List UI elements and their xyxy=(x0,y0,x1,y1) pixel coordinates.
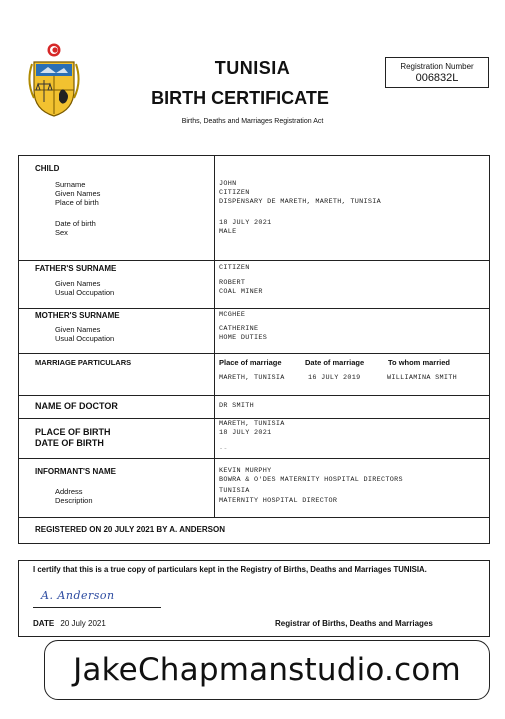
registration-number-label: Registration Number xyxy=(400,62,474,71)
date-of-birth-heading: DATE OF BIRTH xyxy=(35,438,104,448)
birth-record-form xyxy=(18,155,490,544)
mother-occupation-label: Usual Occupation xyxy=(55,334,115,343)
child-sex-value: MALE xyxy=(219,228,237,236)
father-given-names-value: ROBERT xyxy=(219,279,246,287)
child-given-names-value: CITIZEN xyxy=(219,189,250,197)
certification-date-value: 20 July 2021 xyxy=(60,619,106,628)
informant-name-value: KEVIN MURPHY xyxy=(219,467,272,475)
row-divider xyxy=(19,260,489,261)
row-divider xyxy=(19,418,489,419)
informant-org-value: BOWRA & O'DES MATERNITY HOSPITAL DIRECTORS xyxy=(219,476,403,484)
row-divider xyxy=(19,308,489,309)
marriage-particulars-heading: MARRIAGE PARTICULARS xyxy=(35,358,132,367)
mother-surname-heading: MOTHER'S SURNAME xyxy=(35,311,120,320)
child-surname-label: Surname xyxy=(55,180,86,189)
doctor-heading: NAME OF DOCTOR xyxy=(35,401,118,411)
place-of-birth-value: MARETH, TUNISIA xyxy=(219,420,285,428)
registration-number-value: 006832L xyxy=(415,72,459,84)
watermark-banner: JakeChapmanstudio.com xyxy=(44,640,490,700)
registered-statement: REGISTERED ON 20 JULY 2021 BY A. ANDERSON xyxy=(35,525,225,534)
mother-occupation-value: HOME DUTIES xyxy=(219,334,268,342)
informant-heading: INFORMANT'S NAME xyxy=(35,467,117,476)
act-subtitle: Births, Deaths and Marriages Registration Act xyxy=(181,118,324,125)
child-place-of-birth-value: DISPENSARY DE MARETH, MARETH, TUNISIA xyxy=(219,198,382,206)
document-title: BIRTH CERTIFICATE xyxy=(151,88,329,108)
child-date-of-birth-value: 18 JULY 2021 xyxy=(219,219,272,227)
column-divider xyxy=(214,156,215,517)
row-divider xyxy=(19,353,489,354)
to-whom-married-value: WILLIAMINA SMITH xyxy=(387,374,458,382)
registration-number-box xyxy=(385,57,489,88)
mother-given-names-value: CATHERINE xyxy=(219,325,259,333)
certification-statement: I certify that this is a true copy of particulars kept in the Registry of Births, Deaths and Marriages TUNISIA. xyxy=(33,565,427,574)
row-divider xyxy=(19,458,489,459)
doctor-value: DR SMITH xyxy=(219,402,255,410)
child-date-of-birth-label: Date of birth xyxy=(55,219,96,228)
child-heading: CHILD xyxy=(35,164,60,173)
father-surname-value: CITIZEN xyxy=(219,264,250,272)
row-divider xyxy=(19,395,489,396)
child-surname-value: JOHN xyxy=(219,180,237,188)
place-of-marriage-value: MARETH, TUNISIA xyxy=(219,374,285,382)
place-of-birth-heading: PLACE OF BIRTH xyxy=(35,427,111,437)
father-surname-heading: FATHER'S SURNAME xyxy=(35,264,117,273)
row-divider xyxy=(19,517,489,518)
registrar-title: Registrar of Births, Deaths and Marriages xyxy=(275,619,433,628)
child-given-names-label: Given Names xyxy=(55,189,101,198)
certification-date xyxy=(33,619,106,628)
father-given-names-label: Given Names xyxy=(55,279,101,288)
father-occupation-label: Usual Occupation xyxy=(55,288,115,297)
child-place-of-birth-label: Place of birth xyxy=(55,198,99,207)
informant-description-value: MATERNITY HOSPITAL DIRECTOR xyxy=(219,497,338,505)
date-of-marriage-value: 16 JULY 2019 xyxy=(308,374,361,382)
place-of-marriage-label: Place of marriage xyxy=(219,358,282,367)
birth-placeholder-dash: -- xyxy=(219,445,228,453)
date-of-marriage-label: Date of marriage xyxy=(305,358,365,367)
informant-description-label: Description xyxy=(55,496,93,505)
mother-given-names-label: Given Names xyxy=(55,325,101,334)
registrar-signature: A. Anderson xyxy=(41,589,115,602)
date-of-birth-value: 18 JULY 2021 xyxy=(219,429,272,437)
mother-surname-value: MCGHEE xyxy=(219,311,246,319)
child-sex-label: Sex xyxy=(55,228,68,237)
to-whom-married-label: To whom married xyxy=(388,358,450,367)
signature-line xyxy=(33,607,161,608)
father-occupation-value: COAL MINER xyxy=(219,288,263,296)
certification-date-label: DATE xyxy=(33,619,55,628)
informant-address-value: TUNISIA xyxy=(219,487,250,495)
certification-box xyxy=(18,560,490,637)
informant-address-label: Address xyxy=(55,487,83,496)
country-title: TUNISIA xyxy=(214,58,291,78)
